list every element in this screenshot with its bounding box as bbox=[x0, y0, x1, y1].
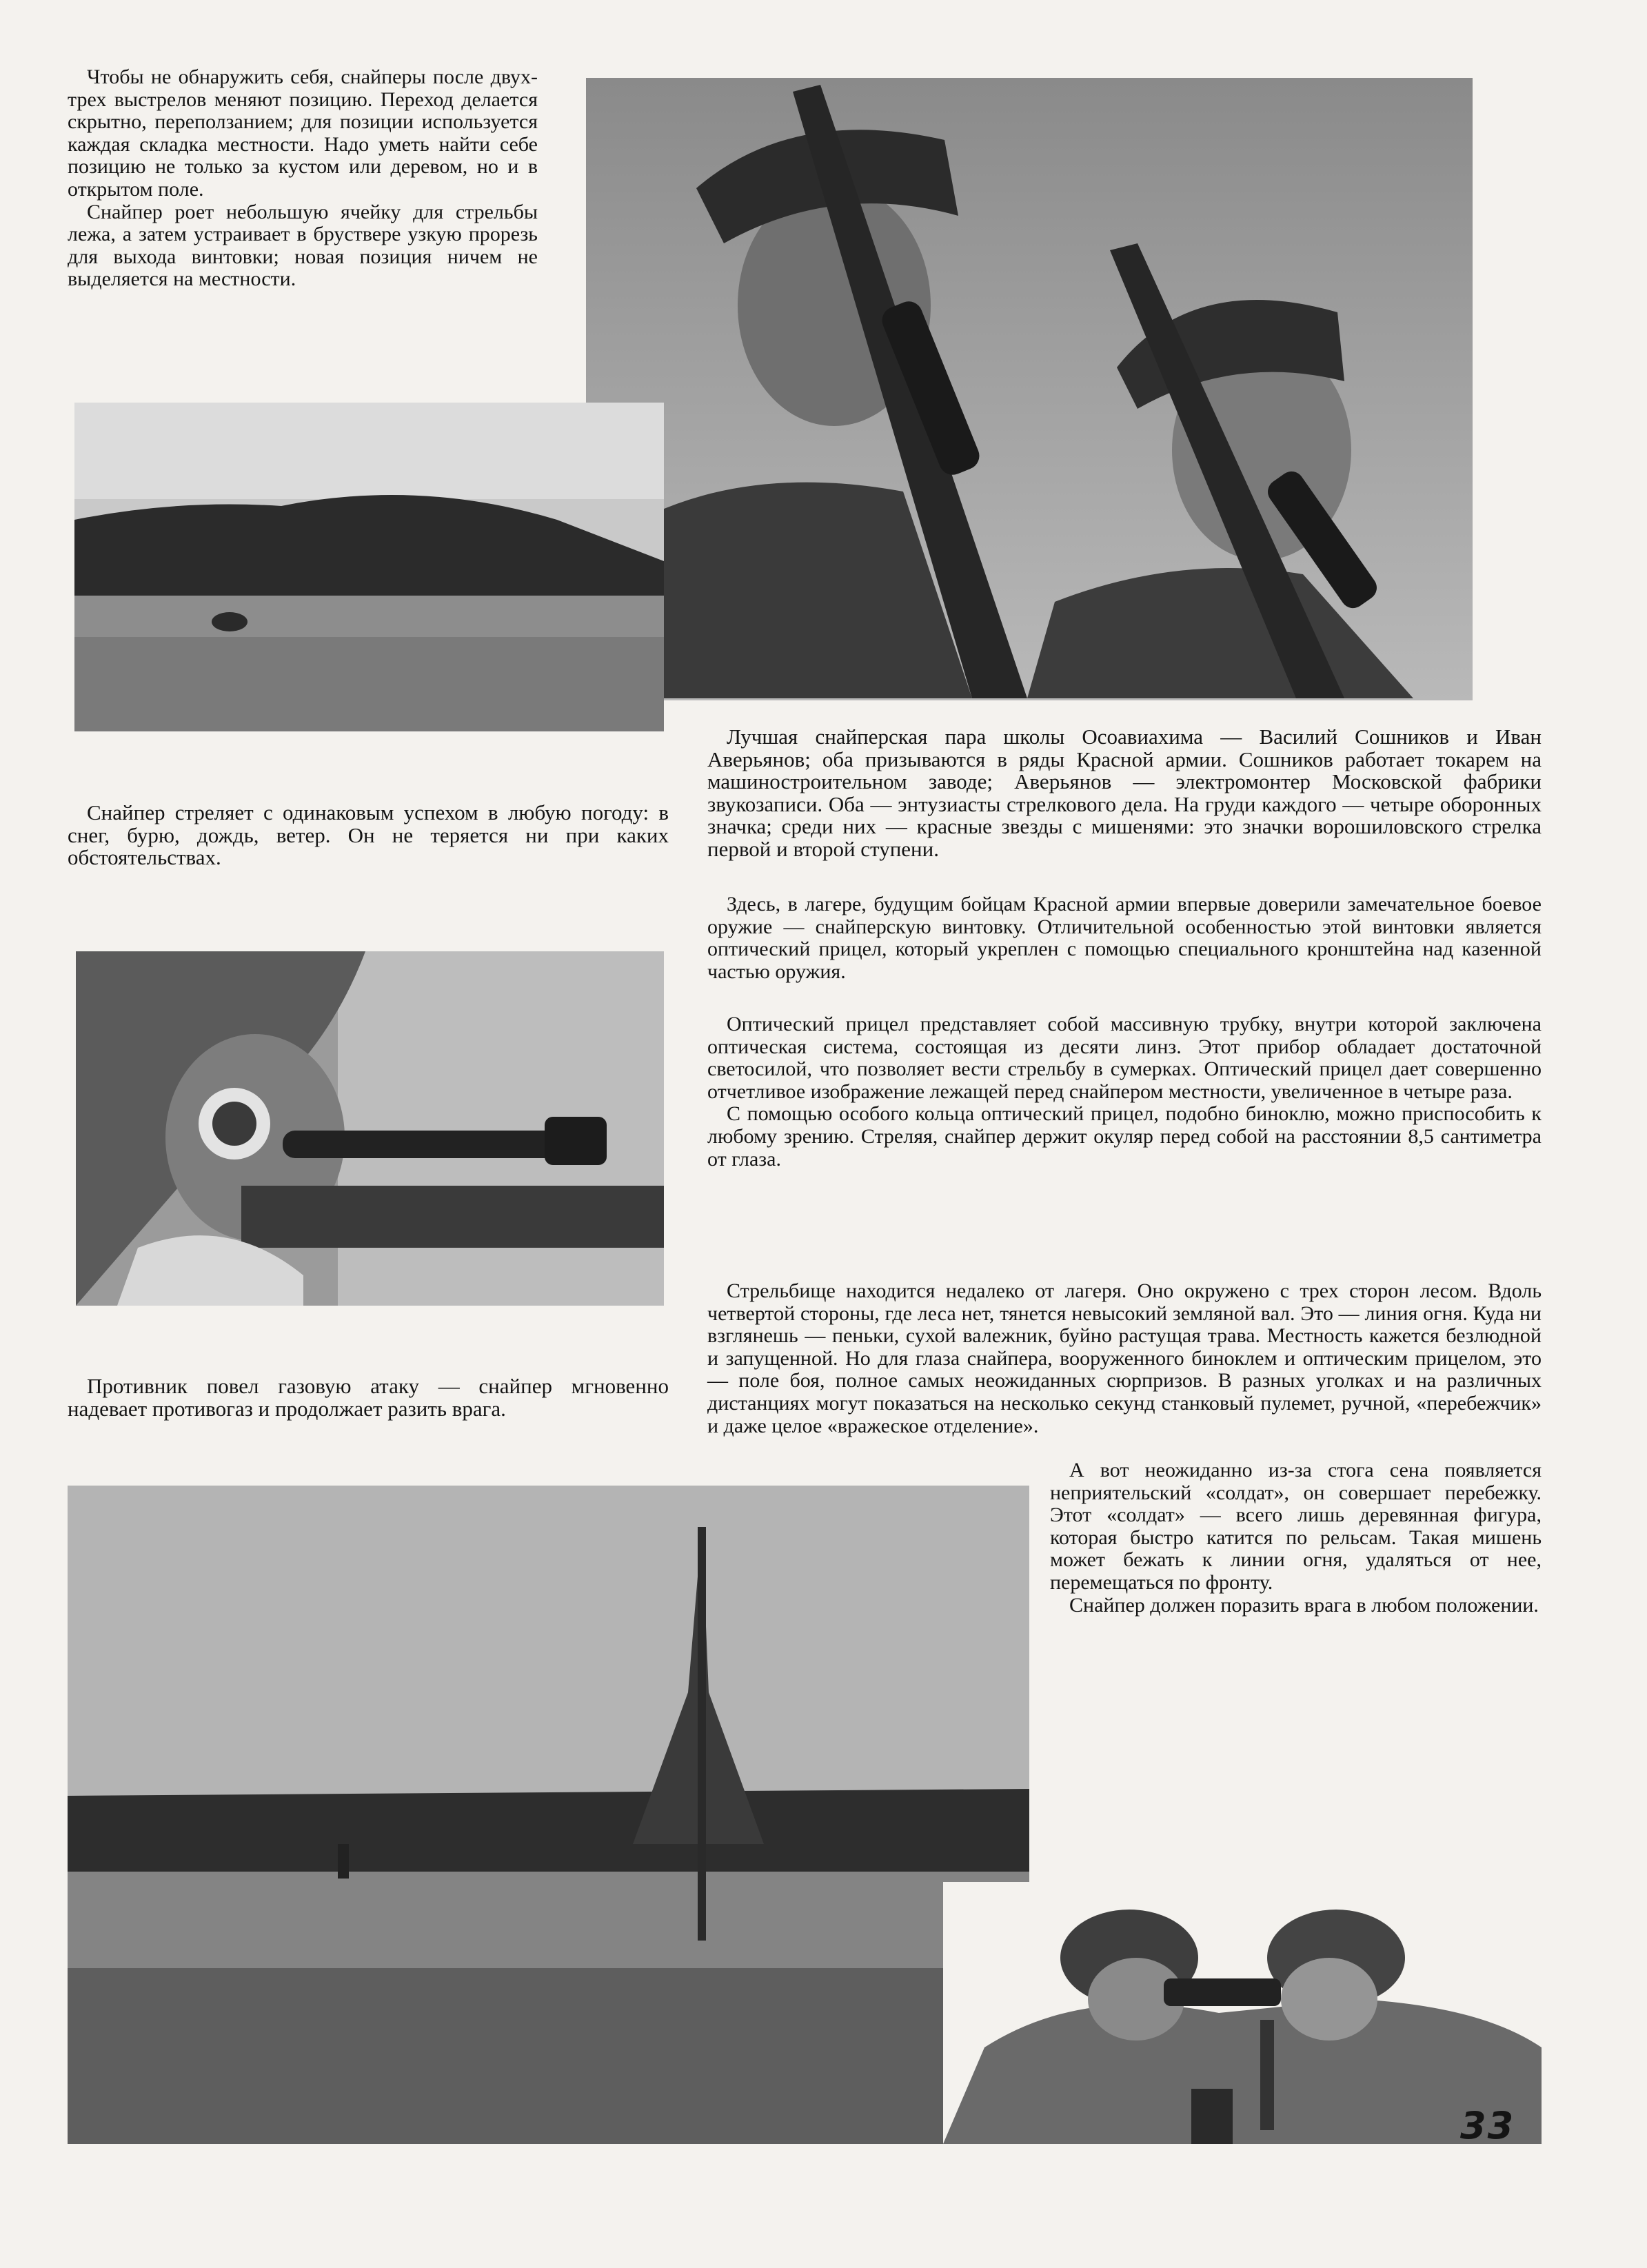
range-text bbox=[707, 1280, 1542, 1437]
soldier-text bbox=[1050, 1459, 1542, 1617]
caption-weather: Снайпер стреляет с одинаковым успехом в любую погоду: в снег, бурю, дождь, ветер. Он не теряется ни при каких обстоятельствах. bbox=[68, 800, 669, 870]
intro-text bbox=[68, 66, 538, 291]
photo-field-forest bbox=[74, 403, 664, 731]
optics-text bbox=[707, 1013, 1542, 1171]
photo-shooting-range bbox=[68, 1486, 1029, 2144]
soldier-paragraph-2: Снайпер должен поразить врага в любом положении. bbox=[1069, 1593, 1539, 1617]
photo-sniper-gas-mask bbox=[76, 951, 664, 1306]
camp-text bbox=[707, 893, 1542, 983]
intro-paragraph-2: Снайпер роет небольшую ячейку для стрельбы лежа, а затем устраивает в брустверe узкую прорезь для выхода винтовки; новая позиция ничем не выделяется на местности. bbox=[68, 200, 538, 291]
soldier-paragraph-1: А вот неожиданно из-за стога сена появляется неприятельский «солдат», он совершает перебежку. Этот «солдат» — всего лишь деревянная фигура, которая быстро катится по рельсам. Такая мишень может бежать к линии огня, удаляться от нее, перемещаться по фронту. bbox=[1050, 1459, 1542, 1594]
page-number: 33 bbox=[1460, 2104, 1515, 2147]
intro-paragraph-1: Чтобы не обнаружить себя, снайперы после двух-трех выстрелов меняют позицию. Переход делается скрытно, переползанием; для позиции используется каждая складка местности. Надо уметь найти себе позицию не только за кустом или деревом, но и в открытом поле. bbox=[68, 65, 538, 201]
camp-paragraph: Здесь, в лагере, будущим бойцам Красной армии впервые доверили замечательное боевое оружие — снайперскую винтовку. Отличительной особенностью этой винтовки является оптический прицел, который укреплен с помощью специального кронштейна над казенной частью оружия. bbox=[707, 893, 1542, 983]
caption-sniper-pair: Лучшая снайперская пара школы Осоавиахима — Василий Сошников и Иван Аверьянов; оба призываются в ряды Красной армии. Сошников работает токарем на машиностроительном заводе; Аверьянов — электромонтер Московской фабрики звукозаписи. Оба — энтузиасты стрелкового дела. На груди каждого — четыре оборонных значка; среди них — красные звезды с мишенями: это значки ворошиловского стрелка первой и второй ступени. bbox=[707, 725, 1542, 861]
photo-sniper-pair bbox=[586, 78, 1473, 700]
optics-paragraph-2: С помощью особого кольца оптический прицел, подобно биноклю, можно приспособить к любому зрению. Стреляя, снайпер держит окуляр перед собой на расстоянии 8,5 сантиметра от глаза. bbox=[707, 1102, 1542, 1171]
caption-gas-attack: Противник повел газовую атаку — снайпер мгновенно надевает противогаз и продолжает разить врага. bbox=[68, 1374, 669, 1421]
optics-paragraph-1: Оптический прицел представляет собой массивную трубку, внутри которой заключена оптическая система, состоящая из десяти линз. Этот прибор обладает достаточной светосилой, что позволяет вести стрельбу в сумерках. Оптический прицел дает совершенно отчетливое изображение лежащей перед снайпером местности, увеличенное в четыре раза. bbox=[707, 1013, 1542, 1103]
range-paragraph: Стрельбище находится недалеко от лагеря. Оно окружено с трех сторон лесом. Вдоль четвертой стороны, где леса нет, тянется невысокий земляной вал. Это — линия огня. Куда ни взглянешь — пеньки, сухой валежник, буйно растущая трава. Местность кажется безлюдной и запущенной. Но для глаза снайпера, вооруженного биноклем и оптическим прицелом, это — поле боя, полное самых неожиданных сюрпризов. В разных уголках и на различных дистанциях могут показаться на несколько секунд станковый пулемет, ручной, «перебежчик» и даже целое «вражеское отделение». bbox=[707, 1279, 1542, 1437]
photo-machine-gun-crew bbox=[943, 1882, 1542, 2144]
